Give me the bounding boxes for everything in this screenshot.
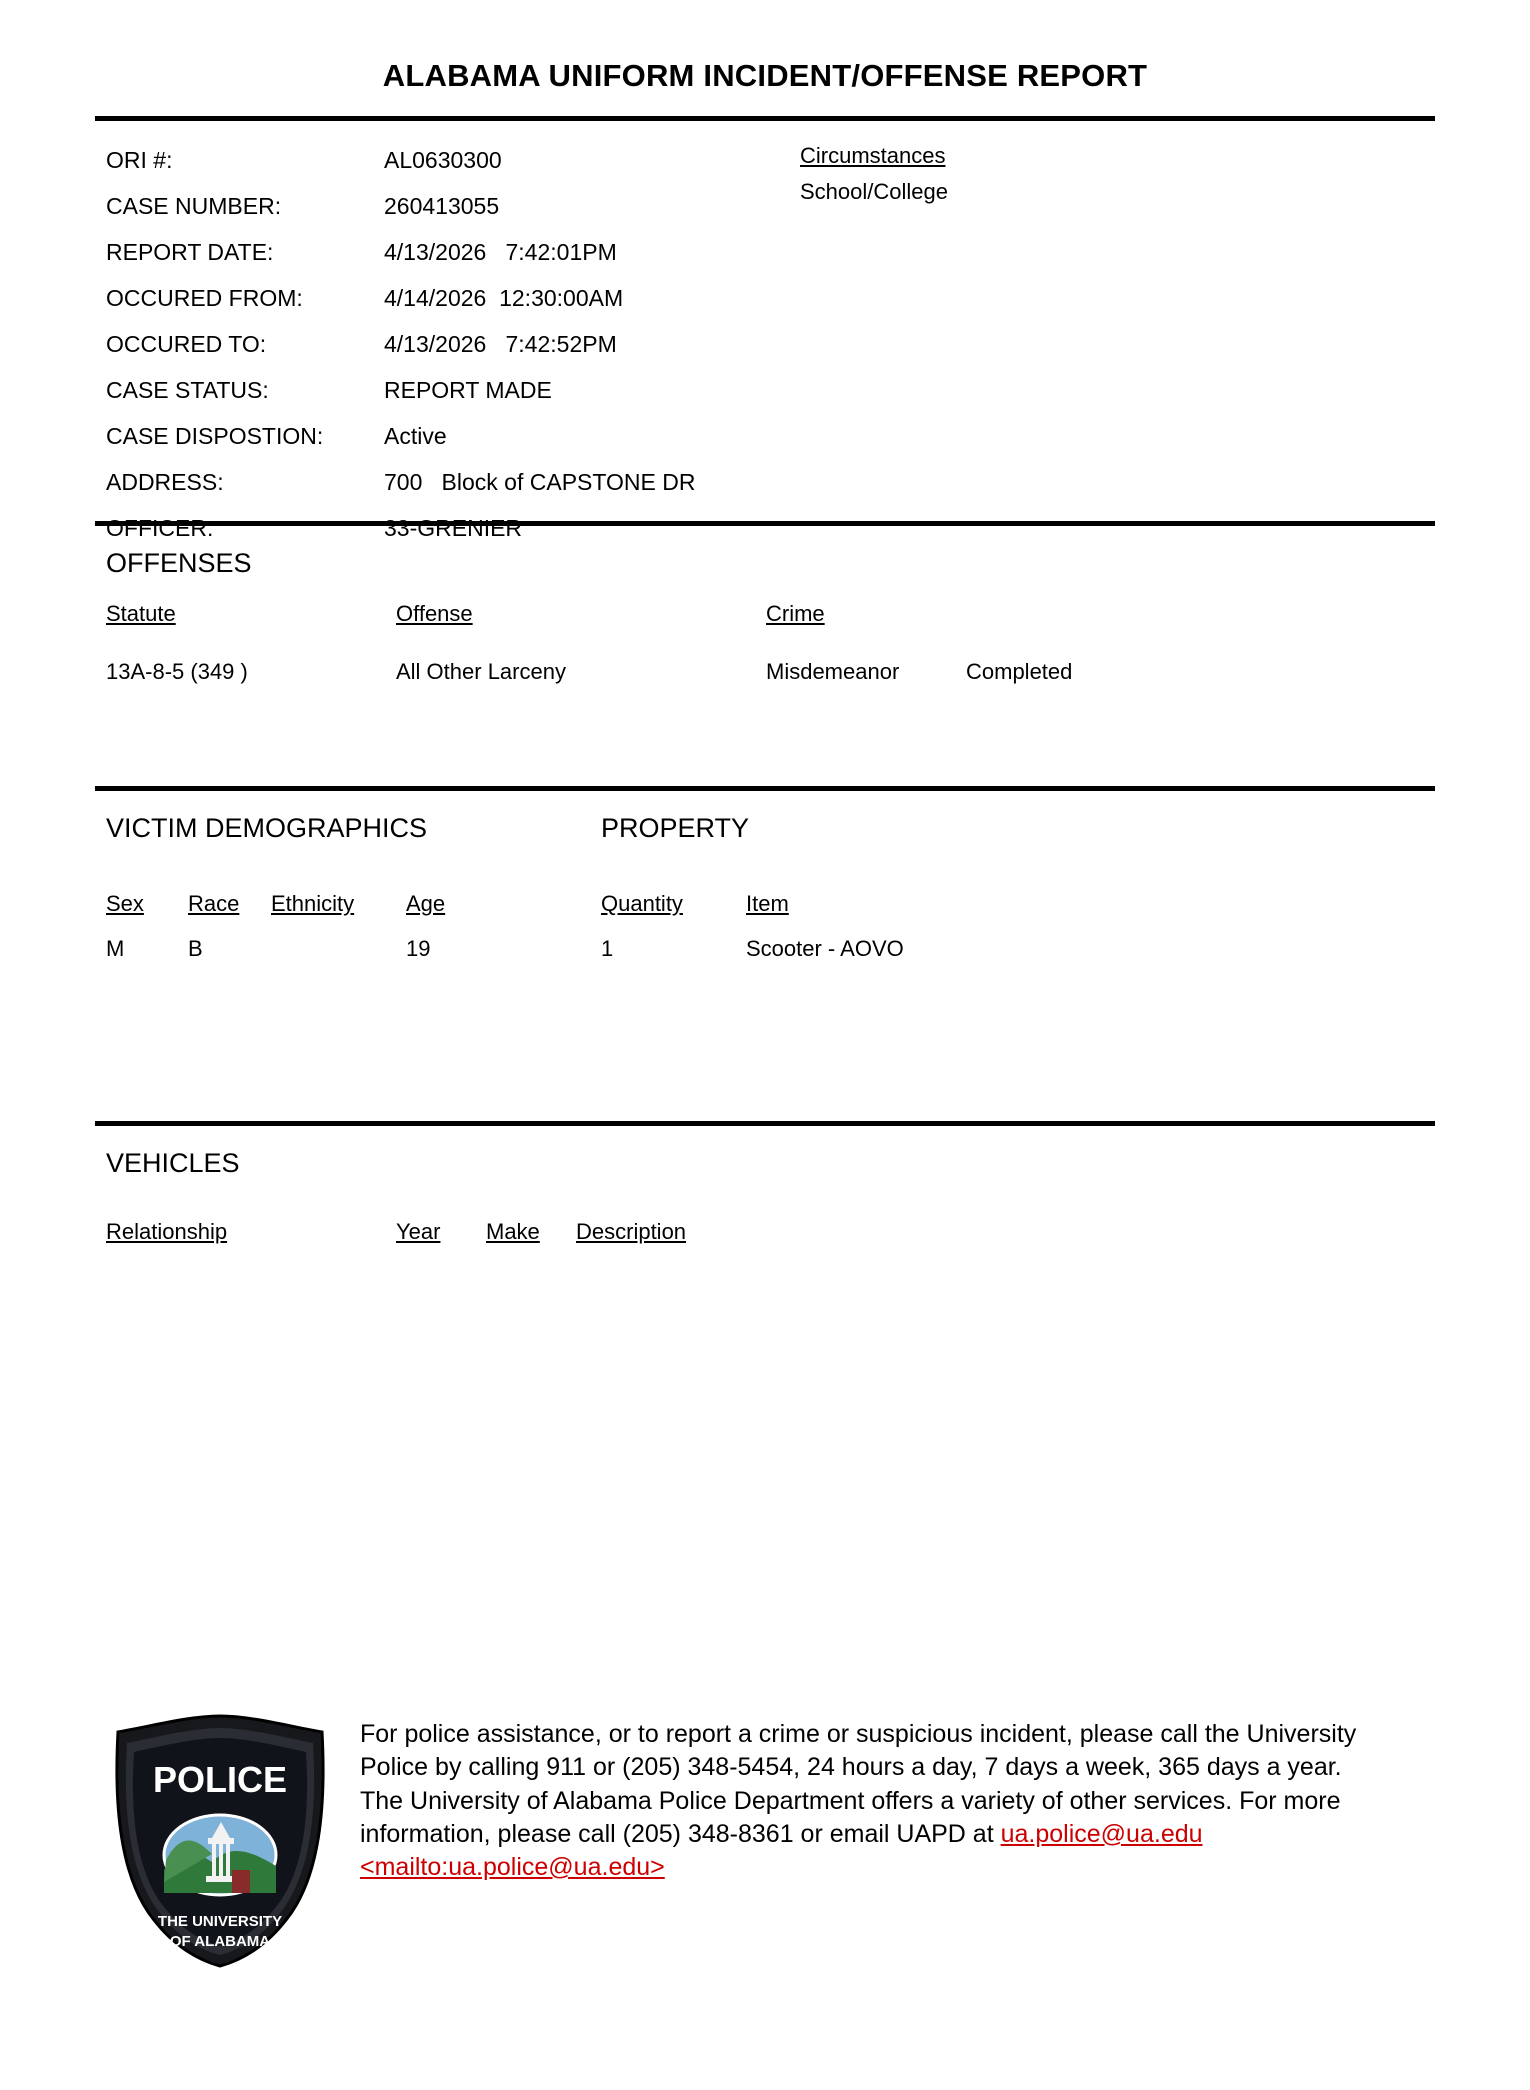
field-report-date-label: REPORT DATE: xyxy=(106,239,274,265)
vehicles-header-row xyxy=(106,1219,1430,1259)
offenses-col-crime: Crime xyxy=(766,601,825,626)
victim-property-section xyxy=(100,791,1430,1121)
footer-text xyxy=(340,1710,1390,1884)
field-occured-from xyxy=(106,285,866,331)
page-title: ALABAMA UNIFORM INCIDENT/OFFENSE REPORT xyxy=(382,58,1148,93)
field-case-status xyxy=(106,377,866,423)
vehicles-title: VEHICLES xyxy=(106,1148,240,1178)
property-col-quantity: Quantity xyxy=(601,891,683,916)
victim-col-sex: Sex xyxy=(106,891,144,916)
property-col-item: Item xyxy=(746,891,789,916)
vehicles-col-relationship: Relationship xyxy=(106,1219,228,1244)
field-occured-to-label: OCCURED TO: xyxy=(106,331,267,357)
vehicles-section xyxy=(100,1126,1430,1416)
field-report-date-value: 4/13/2026 7:42:01PM xyxy=(384,239,617,265)
field-address xyxy=(106,469,866,515)
uapd-mailto-link[interactable]: <mailto:ua.police@ua.edu> xyxy=(360,1853,665,1881)
field-occured-from-value: 4/14/2026 12:30:00AM xyxy=(384,285,624,311)
field-address-label: ADDRESS: xyxy=(106,469,224,495)
vehicles-col-description: Description xyxy=(576,1219,687,1244)
field-occured-to-value: 4/13/2026 7:42:52PM xyxy=(384,331,617,357)
table-row xyxy=(106,659,1430,703)
offenses-col-offense: Offense xyxy=(396,601,473,626)
offenses-section xyxy=(100,526,1430,786)
offenses-header-row xyxy=(106,601,1430,645)
offenses-title: OFFENSES xyxy=(106,548,252,578)
victim-property-titles xyxy=(106,813,1430,857)
field-occured-from-label: OCCURED FROM: xyxy=(106,285,303,311)
case-info-fields xyxy=(106,147,866,561)
field-occured-to xyxy=(106,331,866,377)
police-badge-icon xyxy=(100,1710,340,1972)
uapd-email-link[interactable]: ua.police@ua.edu xyxy=(1000,1819,1203,1848)
field-ori xyxy=(106,147,866,193)
victim-demographics-title: VICTIM DEMOGRAPHICS xyxy=(106,813,428,843)
vehicles-col-make: Make xyxy=(486,1219,540,1244)
field-case-number-value: 260413055 xyxy=(384,193,500,219)
victim-sex-value: M xyxy=(106,936,125,961)
badge-right-text: OF ALABAMA xyxy=(169,1933,271,1950)
table-row xyxy=(106,936,1430,976)
badge-left-text: THE UNIVERSITY xyxy=(157,1913,283,1930)
victim-race-value: B xyxy=(188,936,203,961)
victim-col-age: Age xyxy=(406,891,446,916)
police-badge-logo xyxy=(100,1710,340,1970)
case-info-section xyxy=(100,121,1430,541)
offense-status-value: Completed xyxy=(966,659,1073,684)
property-title: PROPERTY xyxy=(601,813,750,843)
field-case-disposition xyxy=(106,423,866,469)
field-officer-label: OFFICER: xyxy=(106,515,214,541)
victim-col-race: Race xyxy=(188,891,240,916)
offenses-col-statute: Statute xyxy=(106,601,176,626)
field-report-date xyxy=(106,239,866,285)
field-case-disposition-label: CASE DISPOSTION: xyxy=(106,423,324,449)
footer xyxy=(100,1710,1390,1970)
victim-property-header-row xyxy=(106,891,1430,931)
offense-statute-value: 13A-8-5 (349 ) xyxy=(106,659,248,684)
offense-crime-value: Misdemeanor xyxy=(766,659,900,684)
field-officer-value: 33-GRENIER xyxy=(384,515,523,541)
circumstances-block xyxy=(800,143,948,205)
field-case-status-label: CASE STATUS: xyxy=(106,377,269,403)
field-ori-value: AL0630300 xyxy=(384,147,502,173)
field-case-number-label: CASE NUMBER: xyxy=(106,193,282,219)
victim-age-value: 19 xyxy=(406,936,431,961)
property-quantity-value: 1 xyxy=(601,936,614,961)
victim-col-ethnicity: Ethnicity xyxy=(271,891,355,916)
circumstances-heading: Circumstances xyxy=(800,143,946,168)
field-case-number xyxy=(106,193,866,239)
circumstances-value: School/College xyxy=(800,179,948,204)
field-case-status-value: REPORT MADE xyxy=(384,377,552,403)
field-address-value: 700 Block of CAPSTONE DR xyxy=(384,469,696,495)
field-ori-label: ORI #: xyxy=(106,147,173,173)
vehicles-col-year: Year xyxy=(396,1219,441,1244)
offense-offense-value: All Other Larceny xyxy=(396,659,566,684)
footer-paragraph: For police assistance, or to report a crime or suspicious incident, please call the University Police by calling 911 or (205) 348-5454, 24 hours a day, 7 days a week, 365 days a year. The University of Alabama Police Department offers a variety of other services. For more information, please call (205) 348-8361 or email UAPD at xyxy=(360,1720,1357,1848)
field-case-disposition-value: Active xyxy=(384,423,447,449)
badge-top-text: POLICE xyxy=(152,1759,288,1800)
property-item-value: Scooter - AOVO xyxy=(746,936,904,961)
